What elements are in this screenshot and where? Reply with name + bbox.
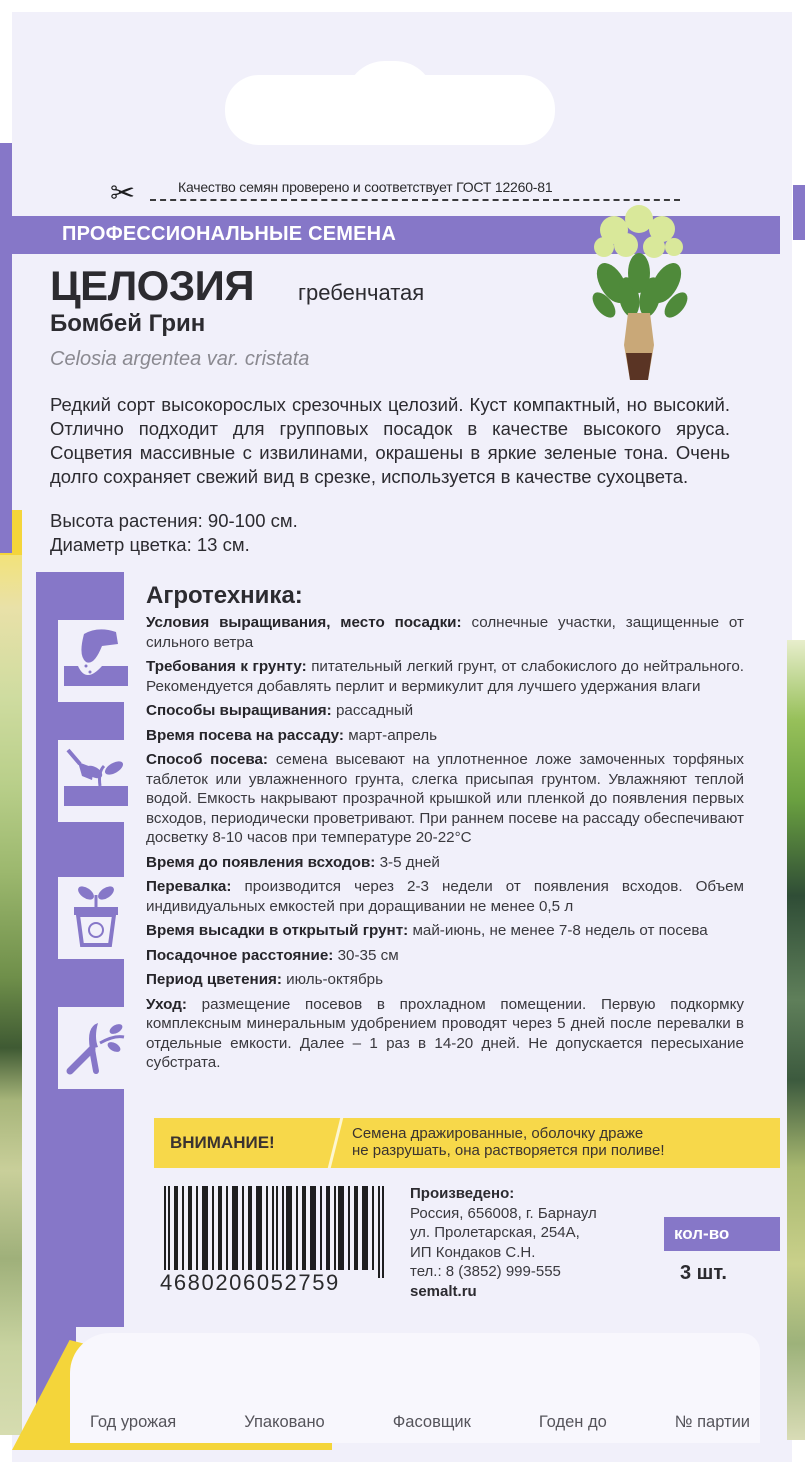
dashed-cut-line — [150, 199, 680, 201]
spec-plant-height: Высота растения: 90-100 см. — [50, 510, 298, 531]
gost-quality-note: Качество семян проверено и соответствует ГОСТ 12260-81 — [178, 179, 553, 195]
quantity-label: кол-во — [664, 1217, 780, 1251]
agro-item-spacing: Посадочное расстояние: 30-35 см — [146, 946, 399, 964]
producer-info — [410, 1184, 597, 1301]
producer-heading: Произведено: — [410, 1185, 515, 1202]
agro-item-care: Уход: размещение посевов в прохладном помещении. Первую подкормку комплексным минеральным удобрением проводят через 5 дней после перевалки в отдельные емкости. Далее – 1 раз в 14-20 дней. Не допускается пересыхание субстрата. — [146, 995, 744, 1071]
producer-website[interactable]: semalt.ru — [410, 1282, 477, 1300]
purple-edge-right — [793, 185, 805, 240]
latin-name: Celosia argentea var. cristata — [50, 348, 310, 370]
agro-item-soil: Требования к грунту: питательный легкий грунт, от слабокислого до нейтрального. Рекомендуется добавлять перлит и вермикулит для лучшего удержания влаги — [146, 658, 744, 695]
hang-hole — [225, 75, 555, 145]
stamp-field-harvest-year: Год урожая — [90, 1413, 177, 1431]
product-description: Редкий сорт высокорослых срезочных целозий. Куст компактный, но высокий. Отлично подходит для групповых посадок в качестве высокого яруса. Соцветия массивные с извилинами, окрашены в яркие зеленые тона. Очень долго сохраняет свежий вид в срезке, используется в качестве сухоцвета. — [50, 394, 730, 487]
scissors-icon: ✂ — [110, 177, 136, 210]
producer-name: ИП Кондаков С.Н. — [410, 1243, 536, 1261]
producer-address-line: Россия, 656008, г. Барнаул — [410, 1204, 597, 1222]
product-type: гребенчатая — [298, 280, 425, 305]
agro-item-outdoor-planting: Время высадки в открытый грунт: май-июнь, не менее 7-8 недель от посева — [146, 922, 708, 939]
barcode-number: 4680206052759 — [160, 1270, 340, 1295]
producer-phone: тел.: 8 (3852) 999-555 — [410, 1263, 561, 1280]
background-photo-right — [787, 640, 805, 1440]
plant-in-vase-image — [584, 205, 694, 385]
spec-flower-diameter: Диаметр цветка: 13 см. — [50, 534, 250, 555]
attention-banner — [154, 1118, 780, 1168]
pot-seedling-icon — [58, 877, 134, 959]
agro-item-methods: Способы выращивания: рассадный — [146, 702, 414, 719]
agro-item-flowering: Период цветения: июль-октябрь — [146, 971, 384, 988]
product-variety: Бомбей Грин — [50, 310, 206, 337]
band-label: ПРОФЕССИОНАЛЬНЫЕ СЕМЕНА — [62, 223, 396, 245]
agro-item-sowing-method: Способ посева: семена высевают на уплотненное ложе замоченных торфяных таблеток или увлажненного грунта, слегка присыпая грунтом. Увлажняют теплой водой. Емкость накрывают прозрачной крышкой или пленкой до появления первых всходов, периодически проветривают. При раннем посеве на рассаду обеспечивают досветку 8-10 часов при температуре 20-22°С — [146, 751, 744, 846]
attention-divider — [328, 1118, 343, 1168]
barcode-bars — [162, 1186, 388, 1278]
stamp-field-batch: № партии — [674, 1413, 750, 1431]
producer-address-line: ул. Пролетарская, 254А, — [410, 1224, 580, 1241]
agro-section-title: Агротехника: — [146, 582, 303, 609]
stamp-field-best-before: Годен до — [538, 1413, 607, 1431]
trowel-planting-icon — [58, 740, 134, 822]
stamp-field-packer: Фасовщик — [392, 1413, 471, 1431]
barcode — [162, 1186, 388, 1296]
product-name: ЦЕЛОЗИЯ — [50, 262, 255, 309]
hand-sowing-seeds-icon — [58, 620, 134, 702]
attention-label: ВНИМАНИЕ! — [170, 1133, 275, 1152]
agro-item-conditions: Условия выращивания, место посадки: солнечные участки, защищенные от сильного ветра — [146, 614, 745, 651]
background-photo-left — [0, 555, 22, 1435]
stamp-fields — [90, 1413, 750, 1432]
quantity-value: 3 шт. — [680, 1262, 727, 1284]
agro-list — [146, 613, 744, 1078]
agro-icon-column — [36, 572, 124, 1327]
purple-edge-left — [0, 143, 12, 553]
attention-text: Семена дражированные, оболочку драже не разрушать, она растворяется при поливе! — [352, 1125, 665, 1159]
agro-item-transplant: Перевалка: производится через 2-3 недели от появления всходов. Объем индивидуальных емкостей при доращивании не менее 0,5 л — [146, 878, 744, 915]
pruner-icon — [58, 1007, 134, 1089]
agro-item-germination: Время до появления всходов: 3-5 дней — [146, 853, 440, 871]
stamp-field-packed: Упаковано — [244, 1413, 325, 1431]
agro-item-sowing-time: Время посева на рассаду: март-апрель — [146, 726, 438, 744]
